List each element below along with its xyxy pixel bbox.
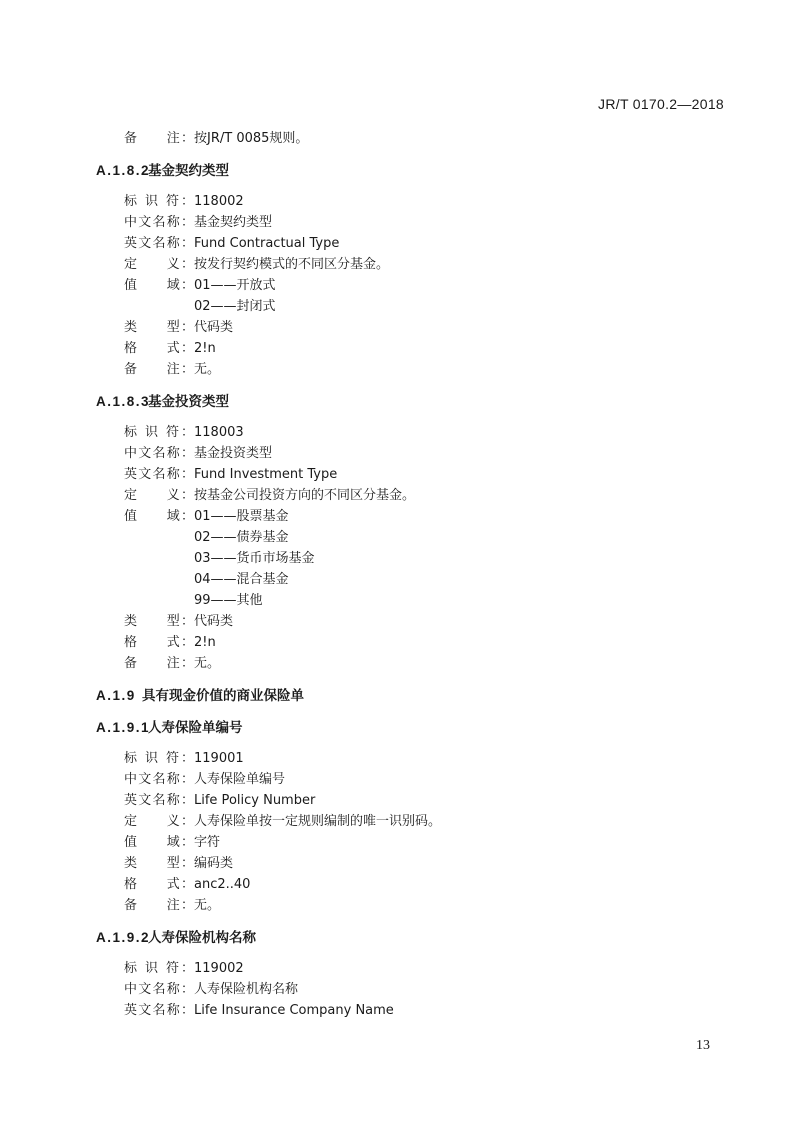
field-row (96, 811, 736, 832)
field-row (96, 338, 736, 359)
field-row (96, 958, 736, 979)
field-label: 中文名称： (124, 215, 194, 230)
section-fund-contractual-type (96, 161, 736, 380)
field-row (96, 464, 736, 485)
field-label: 中文名称： (124, 772, 194, 787)
field-row (96, 790, 736, 811)
field-value: 01——开放式 (194, 278, 276, 293)
section-number: A.1.9.1 (96, 720, 151, 735)
field-row (96, 832, 736, 853)
section-heading (96, 161, 736, 181)
field-value: 119002 (194, 961, 244, 976)
field-label: 中文名称： (124, 446, 194, 461)
field-label: 标 识 符： (124, 194, 194, 209)
section-number: A.1.8.3 (96, 394, 151, 409)
field-value: Life Insurance Company Name (194, 1003, 394, 1018)
field-label: 备 注： (124, 131, 194, 146)
field-row (96, 485, 736, 506)
field-label: 值 域： (124, 835, 194, 850)
field-row-continuation (96, 527, 736, 548)
field-value: 按JR/T 0085规则。 (194, 131, 309, 146)
field-label: 英文名称： (124, 467, 194, 482)
field-value: 基金契约类型 (194, 215, 273, 230)
section-number: A.1.8.2 (96, 163, 151, 178)
page-number: 13 (696, 1038, 710, 1053)
field-value: 代码类 (194, 614, 234, 629)
field-value: 编码类 (194, 856, 234, 871)
field-row (96, 1000, 736, 1021)
field-row (96, 653, 736, 674)
section-number: A.1.9 (96, 688, 136, 703)
field-value: 2!n (194, 635, 216, 650)
field-row (96, 895, 736, 916)
field-row (96, 359, 736, 380)
field-label: 英文名称： (124, 1003, 194, 1018)
field-label: 格 式： (124, 877, 194, 892)
field-value: Fund Contractual Type (194, 236, 340, 251)
field-value: 03——货币市场基金 (194, 551, 315, 566)
field-label: 定 义： (124, 257, 194, 272)
field-value: 人寿保险单编号 (194, 772, 286, 787)
section-number: A.1.9.2 (96, 930, 151, 945)
section-title: 具有现金价值的商业保险单 (142, 688, 304, 704)
field-value: 无。 (194, 362, 221, 377)
field-label: 类 型： (124, 614, 194, 629)
field-label: 英文名称： (124, 793, 194, 808)
document-id-header: JR/T 0170.2—2018 (598, 96, 724, 112)
field-label: 格 式： (124, 341, 194, 356)
field-value: 118002 (194, 194, 244, 209)
section-heading (96, 718, 736, 738)
field-row (96, 632, 736, 653)
section-life-insurance-company-name (96, 928, 736, 1021)
field-value: Fund Investment Type (194, 467, 338, 482)
field-row (96, 611, 736, 632)
field-row (96, 275, 736, 296)
field-row (96, 254, 736, 275)
field-label: 格 式： (124, 635, 194, 650)
field-value: 人寿保险单按一定规则编制的唯一识别码。 (194, 814, 442, 829)
field-label: 类 型： (124, 856, 194, 871)
field-label: 值 域： (124, 278, 194, 293)
section-heading (96, 686, 736, 706)
field-row (96, 853, 736, 874)
section-fund-investment-type (96, 392, 736, 674)
field-label: 标 识 符： (124, 961, 194, 976)
field-row-continuation (96, 590, 736, 611)
field-row-continuation (96, 296, 736, 317)
field-row (96, 233, 736, 254)
field-label: 备 注： (124, 362, 194, 377)
field-row (96, 443, 736, 464)
field-row (96, 317, 736, 338)
field-value: 2!n (194, 341, 216, 356)
section-life-policy-number (96, 718, 736, 916)
field-label: 备 注： (124, 656, 194, 671)
field-value: 人寿保险机构名称 (194, 982, 299, 997)
field-value: 无。 (194, 898, 221, 913)
field-value: 基金投资类型 (194, 446, 273, 461)
field-row (96, 874, 736, 895)
field-value: 代码类 (194, 320, 234, 335)
field-label: 标 识 符： (124, 751, 194, 766)
field-value: 无。 (194, 656, 221, 671)
field-value: 01——股票基金 (194, 509, 289, 524)
field-value: 字符 (194, 835, 221, 850)
section-heading (96, 928, 736, 948)
field-label: 中文名称： (124, 982, 194, 997)
field-row (96, 128, 736, 149)
field-label: 类 型： (124, 320, 194, 335)
field-value: Life Policy Number (194, 793, 316, 808)
field-value: 02——封闭式 (194, 299, 276, 314)
field-row (96, 422, 736, 443)
field-row (96, 191, 736, 212)
field-value: 按基金公司投资方向的不同区分基金。 (194, 488, 416, 503)
field-value: 按发行契约模式的不同区分基金。 (194, 257, 390, 272)
section-title: 人寿保险单编号 (148, 720, 243, 736)
field-value: 02——债券基金 (194, 530, 289, 545)
field-label: 值 域： (124, 509, 194, 524)
field-value: 119001 (194, 751, 244, 766)
field-label: 标 识 符： (124, 425, 194, 440)
field-row (96, 748, 736, 769)
section-title: 基金投资类型 (148, 394, 229, 410)
field-row (96, 506, 736, 527)
document-body (96, 128, 736, 1021)
field-row-continuation (96, 569, 736, 590)
section-remark (96, 128, 736, 149)
field-row-continuation (96, 548, 736, 569)
field-label: 备 注： (124, 898, 194, 913)
field-row (96, 769, 736, 790)
field-value: 04——混合基金 (194, 572, 289, 587)
field-value: 99——其他 (194, 593, 263, 608)
field-label: 定 义： (124, 814, 194, 829)
section-heading (96, 392, 736, 412)
field-value: 118003 (194, 425, 244, 440)
field-label: 定 义： (124, 488, 194, 503)
section-title: 人寿保险机构名称 (148, 930, 256, 946)
section-title: 基金契约类型 (148, 163, 229, 179)
section-cash-value-insurance-policy (96, 686, 736, 706)
field-row (96, 212, 736, 233)
field-value: anc2..40 (194, 877, 251, 892)
field-row (96, 979, 736, 1000)
field-label: 英文名称： (124, 236, 194, 251)
